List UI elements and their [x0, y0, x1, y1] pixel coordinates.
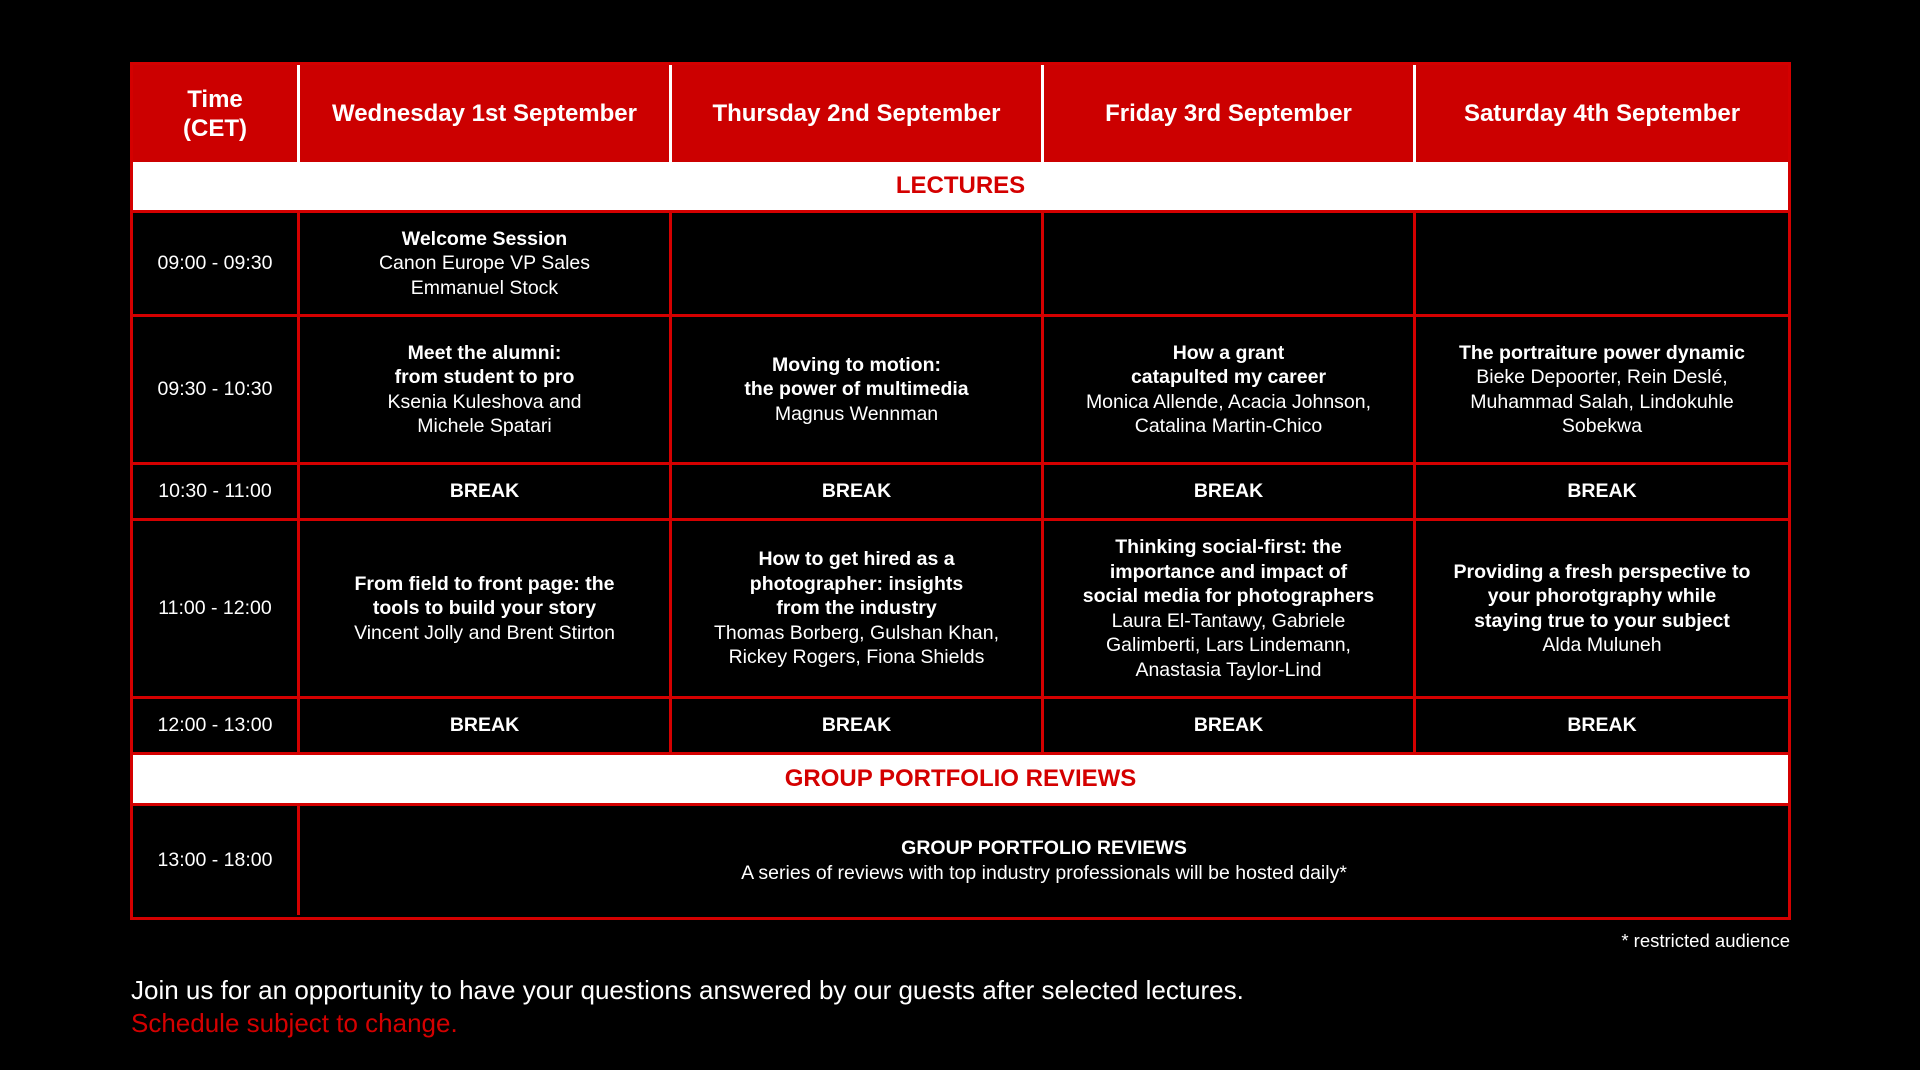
time-cell	[133, 806, 300, 915]
session-title: From field to front page: the tools to build your story	[354, 572, 615, 620]
portfolio-reviews-cell	[300, 806, 1788, 915]
session-speakers: Canon Europe VP Sales Emmanuel Stock	[378, 252, 591, 299]
break-label: BREAK	[821, 480, 892, 503]
break-cell	[1416, 465, 1788, 521]
session-title: How to get hired as a photographer: insights from the industry	[749, 548, 964, 620]
time-label: 12:00 - 13:00	[157, 714, 273, 737]
session-speakers: Ksenia Kuleshova and Michele Spatari	[387, 390, 582, 437]
session-cell	[672, 317, 1044, 465]
session-speakers: Bieke Depoorter, Rein Deslé, Muhammad Salah, Lindokuhle Sobekwa	[1470, 366, 1734, 437]
time-cell	[133, 465, 300, 521]
break-label: BREAK	[1193, 714, 1264, 737]
break-cell	[1416, 699, 1788, 755]
section-portfolio-reviews	[133, 755, 1788, 806]
time-label: 10:30 - 11:00	[158, 480, 272, 503]
time-label: 09:00 - 09:30	[157, 252, 273, 275]
header-day	[672, 65, 1044, 162]
break-label: BREAK	[1193, 480, 1264, 503]
session-cell-empty	[1416, 213, 1788, 317]
header-time-label: Time (CET)	[183, 85, 247, 142]
session-speakers: Alda Muluneh	[1542, 634, 1662, 656]
session-title: Thinking social-first: the importance and impact of social media for photographers	[1082, 536, 1375, 607]
footer-text: Join us for an opportunity to have your questions answered by our guests after selected lectures.	[131, 975, 1244, 1005]
break-label: BREAK	[1567, 480, 1637, 503]
portfolio-reviews-title: GROUP PORTFOLIO REVIEWS	[901, 837, 1187, 859]
break-label: BREAK	[821, 714, 892, 737]
session-speakers: Magnus Wennman	[774, 402, 939, 425]
break-cell	[300, 699, 672, 755]
break-label: BREAK	[1567, 714, 1637, 737]
schedule-table	[130, 62, 1791, 920]
header-day-label: Wednesday 1st September	[331, 100, 637, 127]
schedule-disclaimer: Schedule subject to change.	[131, 1008, 458, 1038]
session-speakers: Thomas Borberg, Gulshan Khan, Rickey Rogers, Fiona Shields	[713, 621, 1000, 669]
break-cell	[1044, 699, 1416, 755]
session-cell	[672, 521, 1044, 699]
break-label: BREAK	[449, 480, 520, 503]
session-cell	[1044, 521, 1416, 699]
header-day	[1044, 65, 1416, 162]
time-cell	[133, 213, 300, 317]
session-cell	[300, 213, 672, 317]
header-day	[1416, 65, 1788, 162]
section-lectures	[133, 162, 1788, 213]
break-cell	[672, 699, 1044, 755]
header-day-label: Saturday 4th September	[1463, 100, 1741, 127]
time-label: 11:00 - 12:00	[158, 597, 272, 620]
time-label: 09:30 - 10:30	[157, 378, 273, 401]
session-cell-empty	[1044, 213, 1416, 317]
session-title: Moving to motion: the power of multimedia	[744, 353, 969, 401]
session-speakers: Vincent Jolly and Brent Stirton	[354, 621, 615, 644]
break-label: BREAK	[449, 714, 520, 737]
break-cell	[300, 465, 672, 521]
time-label: 13:00 - 18:00	[157, 849, 273, 872]
section-title: GROUP PORTFOLIO REVIEWS	[784, 764, 1137, 792]
session-cell	[1044, 317, 1416, 465]
session-title: How a grant catapulted my career	[1130, 341, 1327, 388]
section-title: LECTURES	[895, 171, 1026, 199]
session-cell-empty	[672, 213, 1044, 317]
time-cell	[133, 521, 300, 699]
session-cell	[300, 317, 672, 465]
session-speakers: Monica Allende, Acacia Johnson, Catalina Martin-Chico	[1085, 390, 1372, 437]
session-title: Welcome Session	[401, 227, 568, 250]
time-cell	[133, 317, 300, 465]
header-time	[133, 65, 300, 162]
session-cell	[1416, 521, 1788, 699]
break-cell	[1044, 465, 1416, 521]
time-cell	[133, 699, 300, 755]
session-cell	[300, 521, 672, 699]
session-title: The portraiture power dynamic	[1458, 341, 1746, 364]
header-day	[300, 65, 672, 162]
header-day-label: Friday 3rd September	[1105, 100, 1352, 127]
break-cell	[672, 465, 1044, 521]
session-cell	[1416, 317, 1788, 465]
restricted-audience-note: * restricted audience	[1621, 930, 1790, 951]
header-day-label: Thursday 2nd September	[712, 100, 1001, 127]
session-title: Meet the alumni: from student to pro	[394, 341, 575, 388]
portfolio-reviews-description: A series of reviews with top industry professionals will be hosted daily*	[741, 861, 1347, 884]
session-speakers: Laura El-Tantawy, Gabriele Galimberti, Lars Lindemann, Anastasia Taylor-Lind	[1106, 609, 1351, 681]
session-title: Providing a fresh perspective to your phorotgraphy while staying true to your subject	[1453, 560, 1751, 632]
